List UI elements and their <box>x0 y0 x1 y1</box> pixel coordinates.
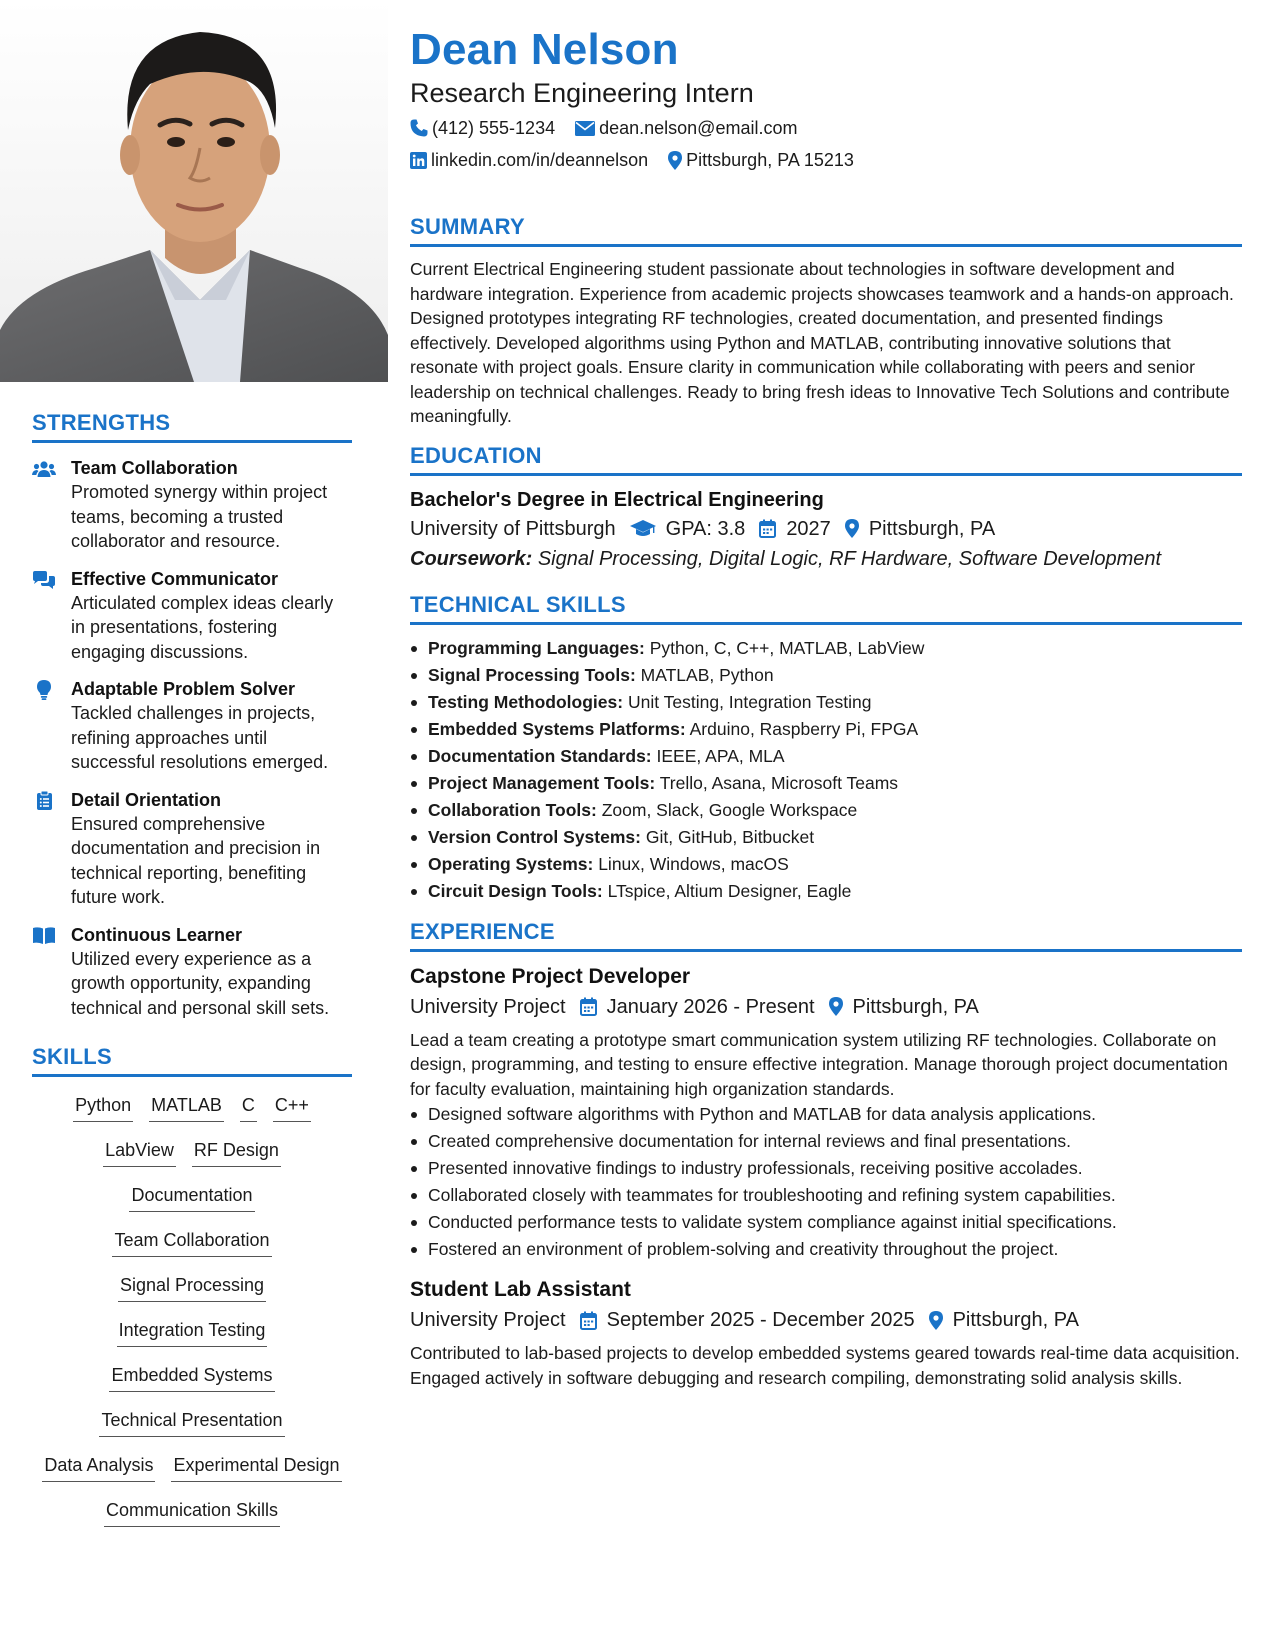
phone-icon <box>410 119 428 137</box>
education-heading: EDUCATION <box>410 443 1242 476</box>
summary-heading: SUMMARY <box>410 214 1242 247</box>
summary-text: Current Electrical Engineering student passionate about technologies in software development and hardware integration. Experience from academic projects showcases teamwork and a hands-on approach. Designed prototypes integrating RF technologies, created documentation, and presented findings effectively. Developed algorithms using Python and MATLAB, contributing innovative solutions that resonate with project goals. Ensure clarity in communication while collaborating with peers and senior leadership on technical challenges. Ready to bring fresh ideas to Innovative Tech Solutions and contribute meaningfully. <box>410 259 1234 426</box>
left-column <box>32 410 352 1541</box>
list-item: Embedded Systems Platforms: Arduino, Raspberry Pi, FPGA <box>410 716 1242 743</box>
coursework-text: Signal Processing, Digital Logic, RF Hardware, Software Development <box>537 547 1162 570</box>
users-icon <box>32 459 56 479</box>
technical-skills-section <box>410 592 1242 905</box>
strength-desc: Promoted synergy within project teams, becoming a trusted collaborator and resource. <box>71 482 328 551</box>
job-description: Lead a team creating a prototype smart communication system utilizing RF technologies. Collaborate on design, programming, and testing to ensure effective integration. Manage thorough project documentation for faculty evaluation, maintaining high organization standards. <box>410 1029 1228 1099</box>
skills-tags <box>32 1091 352 1541</box>
list-item: Signal Processing Tools: MATLAB, Python <box>410 662 1242 689</box>
list-item: Created comprehensive documentation for internal reviews and final presentations. <box>410 1128 1242 1155</box>
skill-tag: C++ <box>273 1093 311 1122</box>
location-pin-icon <box>829 997 843 1016</box>
calendar-icon <box>759 519 776 538</box>
list-item: Circuit Design Tools: LTspice, Altium Designer, Eagle <box>410 878 1242 905</box>
profile-photo <box>0 0 388 382</box>
coursework-label: Coursework: <box>410 547 533 570</box>
phone-contact[interactable] <box>410 116 555 140</box>
skill-tag: Technical Presentation <box>99 1408 284 1437</box>
strength-title: Adaptable Problem Solver <box>71 679 296 699</box>
list-item: Designed software algorithms with Python and MATLAB for data analysis applications. <box>410 1101 1242 1128</box>
list-item: Presented innovative findings to industry professionals, receiving positive accolades. <box>410 1155 1242 1182</box>
list-item: Programming Languages: Python, C, C++, MATLAB, LabView <box>410 635 1242 662</box>
location-text: Pittsburgh, PA 15213 <box>686 150 854 170</box>
job-bullets <box>410 1101 1242 1263</box>
job-org: University Project <box>410 995 566 1018</box>
job-dates: September 2025 - December 2025 <box>606 1309 915 1331</box>
list-item: Operating Systems: Linux, Windows, macOS <box>410 851 1242 878</box>
school-name: University of Pittsburgh <box>410 517 616 540</box>
calendar-icon <box>580 997 597 1016</box>
graduation-cap-icon <box>630 520 656 538</box>
list-item: Fostered an environment of problem-solving and creativity throughout the project. <box>410 1236 1242 1263</box>
strength-item <box>32 457 352 554</box>
book-icon <box>32 926 56 946</box>
strength-item <box>32 924 352 1021</box>
strength-desc: Articulated complex ideas clearly in presentations, fostering engaging discussions. <box>71 592 334 662</box>
summary-section <box>410 214 1242 429</box>
strength-title: Team Collaboration <box>71 458 238 478</box>
linkedin-icon <box>410 152 427 169</box>
list-item: Testing Methodologies: Unit Testing, Integration Testing <box>410 689 1242 716</box>
location-pin-icon <box>845 519 859 538</box>
skill-tag: MATLAB <box>149 1093 224 1122</box>
skill-tag: LabView <box>103 1138 176 1167</box>
phone-text: (412) 555-1234 <box>432 118 556 138</box>
linkedin-text: linkedin.com/in/deannelson <box>431 150 649 170</box>
job-meta <box>410 1305 1242 1335</box>
education-section <box>410 443 1242 574</box>
experience-section <box>410 919 1242 1391</box>
list-item: Conducted performance tests to validate system compliance against initial specifications. <box>410 1209 1242 1236</box>
strength-item <box>32 789 352 910</box>
strength-item <box>32 568 352 665</box>
clipboard-icon <box>32 791 56 811</box>
education-meta <box>410 514 1242 544</box>
technical-skills-list <box>410 635 1242 905</box>
list-item: Version Control Systems: Git, GitHub, Bitbucket <box>410 824 1242 851</box>
chat-icon <box>32 570 56 590</box>
email-text: dean.nelson@email.com <box>599 118 798 138</box>
right-column <box>410 26 1242 1390</box>
contact-row <box>410 116 1242 140</box>
experience-heading: EXPERIENCE <box>410 919 1242 952</box>
email-icon <box>575 121 595 136</box>
job-description: Contributed to lab-based projects to develop embedded systems geared towards real-time data acquisition. Engaged actively in software debugging and research compiling, demonstrating solid analysis skills. <box>410 1343 1240 1388</box>
job-meta <box>410 992 1242 1022</box>
strengths-heading: STRENGTHS <box>32 410 352 443</box>
skill-tag: RF Design <box>192 1138 281 1167</box>
skill-tag: Integration Testing <box>117 1318 268 1347</box>
location-pin-icon <box>929 1311 943 1330</box>
job-role: Student Lab Assistant <box>410 1278 631 1301</box>
strength-title: Effective Communicator <box>71 568 279 589</box>
skill-tag: Team Collaboration <box>112 1228 271 1257</box>
candidate-name: Dean Nelson <box>410 25 679 74</box>
strength-item <box>32 678 352 775</box>
list-item: Collaboration Tools: Zoom, Slack, Google Workspace <box>410 797 1242 824</box>
job-location: Pittsburgh, PA <box>852 995 979 1018</box>
list-item: Collaborated closely with teammates for troubleshooting and refining system capabilities. <box>410 1182 1242 1209</box>
skill-tag: Communication Skills <box>104 1498 280 1527</box>
degree-title: Bachelor's Degree in Electrical Engineering <box>410 488 824 511</box>
job-org: University Project <box>410 1309 566 1331</box>
job-role: Capstone Project Developer <box>410 964 691 988</box>
education-location: Pittsburgh, PA <box>868 517 996 540</box>
lightbulb-icon <box>32 680 56 700</box>
list-item: Documentation Standards: IEEE, APA, MLA <box>410 743 1242 770</box>
candidate-title: Research Engineering Intern <box>410 78 754 108</box>
strength-desc: Utilized every experience as a growth opportunity, expanding technical and personal skill sets. <box>71 948 330 1018</box>
skill-tag: Data Analysis <box>42 1453 155 1482</box>
skill-tag: Embedded Systems <box>109 1363 274 1392</box>
skill-tag: Python <box>73 1093 133 1122</box>
contact-row <box>410 148 1242 172</box>
strength-desc: Ensured comprehensive documentation and precision in technical reporting, benefiting future work. <box>71 813 321 907</box>
job-entry <box>410 962 1242 1264</box>
skills-heading: SKILLS <box>32 1044 352 1077</box>
job-location: Pittsburgh, PA <box>952 1309 1079 1331</box>
email-contact[interactable] <box>575 116 797 140</box>
technical-skills-heading: TECHNICAL SKILLS <box>410 592 1242 625</box>
calendar-icon <box>580 1311 597 1330</box>
skill-tag: Experimental Design <box>171 1453 341 1482</box>
list-item: Project Management Tools: Trello, Asana, Microsoft Teams <box>410 770 1242 797</box>
skill-tag: C <box>240 1093 257 1122</box>
location-contact <box>668 148 854 172</box>
strength-title: Detail Orientation <box>71 789 222 810</box>
strength-title: Continuous Learner <box>71 924 243 945</box>
skill-tag: Signal Processing <box>118 1273 266 1302</box>
graduation-year: 2027 <box>786 517 831 540</box>
gpa-text: GPA: 3.8 <box>665 517 746 540</box>
job-entry <box>410 1275 1242 1390</box>
skills-section <box>32 1044 352 1541</box>
coursework-line <box>410 544 1242 574</box>
linkedin-contact[interactable] <box>410 148 648 172</box>
skill-tag: Documentation <box>129 1183 254 1212</box>
job-dates: January 2026 - Present <box>606 995 815 1018</box>
strength-desc: Tackled challenges in projects, refining approaches until successful resolutions emerged. <box>71 703 329 772</box>
location-pin-icon <box>668 151 682 170</box>
